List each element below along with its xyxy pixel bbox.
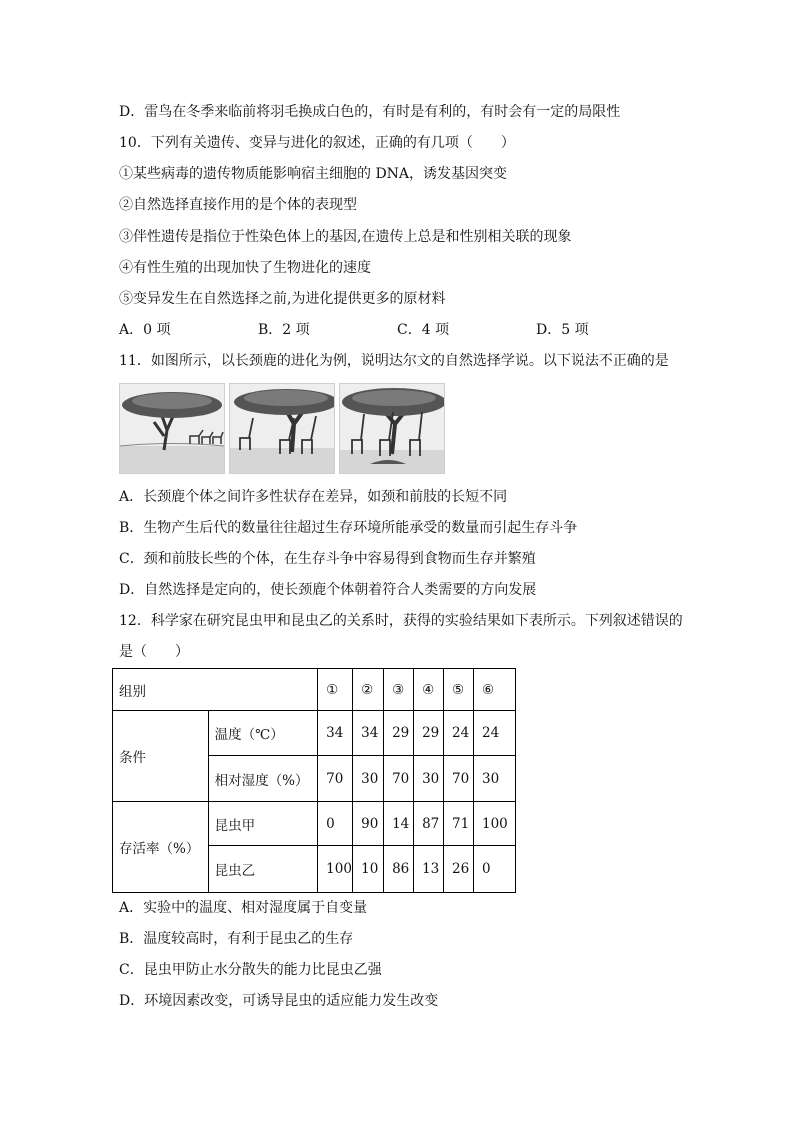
q10-option-a: A．0 项 bbox=[119, 322, 171, 338]
q10-statement-5: ⑤变异发生在自然选择之前,为进化提供更多的原材料 bbox=[119, 291, 446, 307]
temp-cell: 34 bbox=[318, 711, 353, 756]
giraffe-evolution-figure bbox=[119, 383, 444, 473]
q11-option-d: D．自然选择是定向的，使长颈鹿个体朝着符合人类需要的方向发展 bbox=[119, 582, 537, 598]
q12-option-b: B．温度较高时，有利于昆虫乙的生存 bbox=[119, 931, 354, 947]
humidity-cell: 70 bbox=[384, 756, 414, 802]
q10-options bbox=[119, 320, 719, 340]
insect-a-cell: 14 bbox=[384, 802, 414, 846]
table-row-temperature bbox=[113, 711, 516, 756]
group-3: ③ bbox=[384, 669, 414, 711]
insect-a-cell: 90 bbox=[353, 802, 384, 846]
insect-b-cell: 86 bbox=[384, 846, 414, 893]
q11-stem: 11．如图所示，以长颈鹿的进化为例，说明达尔文的自然选择学说。以下说法不正确的是 bbox=[119, 353, 669, 369]
insect-a-label: 昆虫甲 bbox=[208, 802, 318, 846]
humidity-label: 相对湿度（%） bbox=[208, 756, 318, 802]
insect-b-cell: 100 bbox=[318, 846, 353, 893]
table-row-insect-a bbox=[113, 802, 516, 846]
temp-cell: 24 bbox=[444, 711, 474, 756]
humidity-cell: 30 bbox=[414, 756, 444, 802]
q10-option-d: D．5 项 bbox=[536, 322, 589, 338]
q12-data-table bbox=[112, 668, 516, 893]
insect-b-cell: 13 bbox=[414, 846, 444, 893]
group-2: ② bbox=[353, 669, 384, 711]
group-label: 组别 bbox=[113, 669, 318, 711]
q12-stem-line2: 是（ ） bbox=[119, 644, 189, 660]
insect-b-cell: 26 bbox=[444, 846, 474, 893]
q11-option-a: A．长颈鹿个体之间许多性状存在差异，如颈和前肢的长短不同 bbox=[119, 489, 508, 505]
humidity-cell: 70 bbox=[444, 756, 474, 802]
temp-cell: 29 bbox=[384, 711, 414, 756]
condition-label: 条件 bbox=[113, 711, 209, 802]
giraffe-panel-1 bbox=[119, 383, 225, 474]
q9-option-d: D．雷鸟在冬季来临前将羽毛换成白色的，有时是有利的，有时会有一定的局限性 bbox=[119, 104, 621, 120]
humidity-cell: 30 bbox=[353, 756, 384, 802]
q10-statement-2: ②自然选择直接作用的是个体的表现型 bbox=[119, 197, 357, 213]
q10-option-b: B．2 项 bbox=[258, 322, 310, 338]
insect-a-cell: 0 bbox=[318, 802, 353, 846]
insect-b-label: 昆虫乙 bbox=[208, 846, 318, 893]
humidity-cell: 70 bbox=[318, 756, 353, 802]
q10-statement-4: ④有性生殖的出现加快了生物进化的速度 bbox=[119, 260, 371, 276]
table-row-groups bbox=[113, 669, 516, 711]
q12-option-d: D．环境因素改变，可诱导昆虫的适应能力发生改变 bbox=[119, 993, 439, 1009]
q11-option-c: C．颈和前肢长些的个体，在生存斗争中容易得到食物而生存并繁殖 bbox=[119, 551, 536, 567]
group-5: ⑤ bbox=[444, 669, 474, 711]
insect-a-cell: 87 bbox=[414, 802, 444, 846]
group-6: ⑥ bbox=[474, 669, 516, 711]
q10-statement-1: ①某些病毒的遗传物质能影响宿主细胞的 DNA，诱发基因突变 bbox=[119, 166, 508, 182]
insect-a-cell: 71 bbox=[444, 802, 474, 846]
temp-cell: 29 bbox=[414, 711, 444, 756]
group-1: ① bbox=[318, 669, 353, 711]
temp-cell: 24 bbox=[474, 711, 516, 756]
q12-option-c: C．昆虫甲防止水分散失的能力比昆虫乙强 bbox=[119, 962, 382, 978]
q10-option-c: C．4 项 bbox=[397, 322, 450, 338]
giraffe-panel-3 bbox=[339, 383, 445, 474]
insect-a-cell: 100 bbox=[474, 802, 516, 846]
insect-b-cell: 10 bbox=[353, 846, 384, 893]
giraffe-panel-2 bbox=[229, 383, 335, 474]
temp-label: 温度（℃） bbox=[208, 711, 318, 756]
insect-b-cell: 0 bbox=[474, 846, 516, 893]
q10-statement-3: ③伴性遗传是指位于性染色体上的基因,在遗传上总是和性别相关联的现象 bbox=[119, 229, 572, 245]
q12-stem-line1: 12．科学家在研究昆虫甲和昆虫乙的关系时，获得的实验结果如下表所示。下列叙述错误的 bbox=[119, 613, 683, 629]
q11-option-b: B．生物产生后代的数量往往超过生存环境所能承受的数量而引起生存斗争 bbox=[119, 520, 578, 536]
survival-label: 存活率（%） bbox=[113, 802, 209, 893]
humidity-cell: 30 bbox=[474, 756, 516, 802]
temp-cell: 34 bbox=[353, 711, 384, 756]
q10-stem: 10．下列有关遗传、变异与进化的叙述，正确的有几项（ ） bbox=[119, 135, 515, 151]
q12-option-a: A．实验中的温度、相对湿度属于自变量 bbox=[119, 900, 368, 916]
group-4: ④ bbox=[414, 669, 444, 711]
